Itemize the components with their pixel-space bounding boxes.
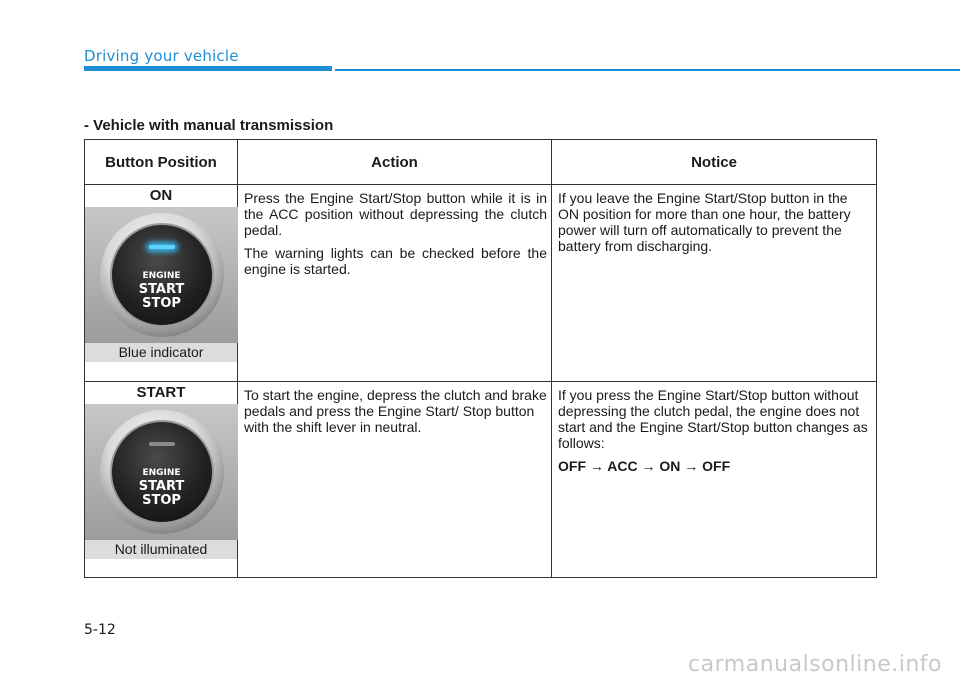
button-text-start: START xyxy=(138,282,185,297)
position-label: ON xyxy=(149,187,173,204)
blue-indicator-light xyxy=(149,245,175,249)
header-accent-bar xyxy=(84,66,332,71)
header-rule xyxy=(335,69,960,71)
indicator-caption: Not illuminated xyxy=(85,540,237,559)
button-position-table xyxy=(84,139,877,578)
button-text-stop: STOP xyxy=(142,493,181,508)
position-label: START xyxy=(136,384,186,401)
engine-start-stop-button-icon xyxy=(100,213,224,337)
action-cell xyxy=(238,382,552,578)
engine-start-stop-button-icon xyxy=(100,410,224,534)
table-header-row xyxy=(85,140,877,185)
watermark: carmanualsonline.info xyxy=(688,652,942,677)
state-sequence: OFF → ACC → ON → OFF xyxy=(558,458,731,474)
action-text: To start the engine, depress the clutch and brake pedals and press the Engine Start/ Stop button with the shift lever in neutral. xyxy=(244,387,547,435)
header-section-title: Driving your vehicle xyxy=(84,47,239,65)
button-text-stop: STOP xyxy=(142,296,181,311)
unlit-indicator-light xyxy=(149,442,175,446)
engine-start-stop-button-image xyxy=(85,207,238,343)
notice-text: If you press the Engine Start/Stop button without depressing the clutch pedal, the engine does not start and the Engine Start/Stop button changes as follows: xyxy=(558,387,868,451)
button-position-cell xyxy=(85,382,238,578)
engine-start-stop-button-image xyxy=(85,404,238,540)
button-text-engine: ENGINE xyxy=(142,468,181,478)
section-title: - Vehicle with manual transmission xyxy=(84,117,334,134)
table-row xyxy=(85,185,877,382)
action-cell xyxy=(238,185,552,382)
notice-cell xyxy=(552,185,877,382)
table-row xyxy=(85,382,877,578)
action-text: Press the Engine Start/Stop button while it is in the ACC position without depressing the clutch pedal. xyxy=(244,190,547,238)
header-button-position: Button Position xyxy=(85,140,238,185)
button-position-cell xyxy=(85,185,238,382)
page-number: 5-12 xyxy=(84,622,116,638)
action-text: The warning lights can be checked before the engine is started. xyxy=(244,245,547,277)
header-notice: Notice xyxy=(552,140,877,185)
button-text-engine: ENGINE xyxy=(142,271,181,281)
indicator-caption: Blue indicator xyxy=(85,343,237,362)
notice-cell xyxy=(552,382,877,578)
notice-text: If you leave the Engine Start/Stop button in the ON position for more than one hour, the battery power will turn off automatically to prevent the battery from discharging. xyxy=(558,190,851,254)
header-action: Action xyxy=(238,140,552,185)
button-text-start: START xyxy=(138,479,185,494)
